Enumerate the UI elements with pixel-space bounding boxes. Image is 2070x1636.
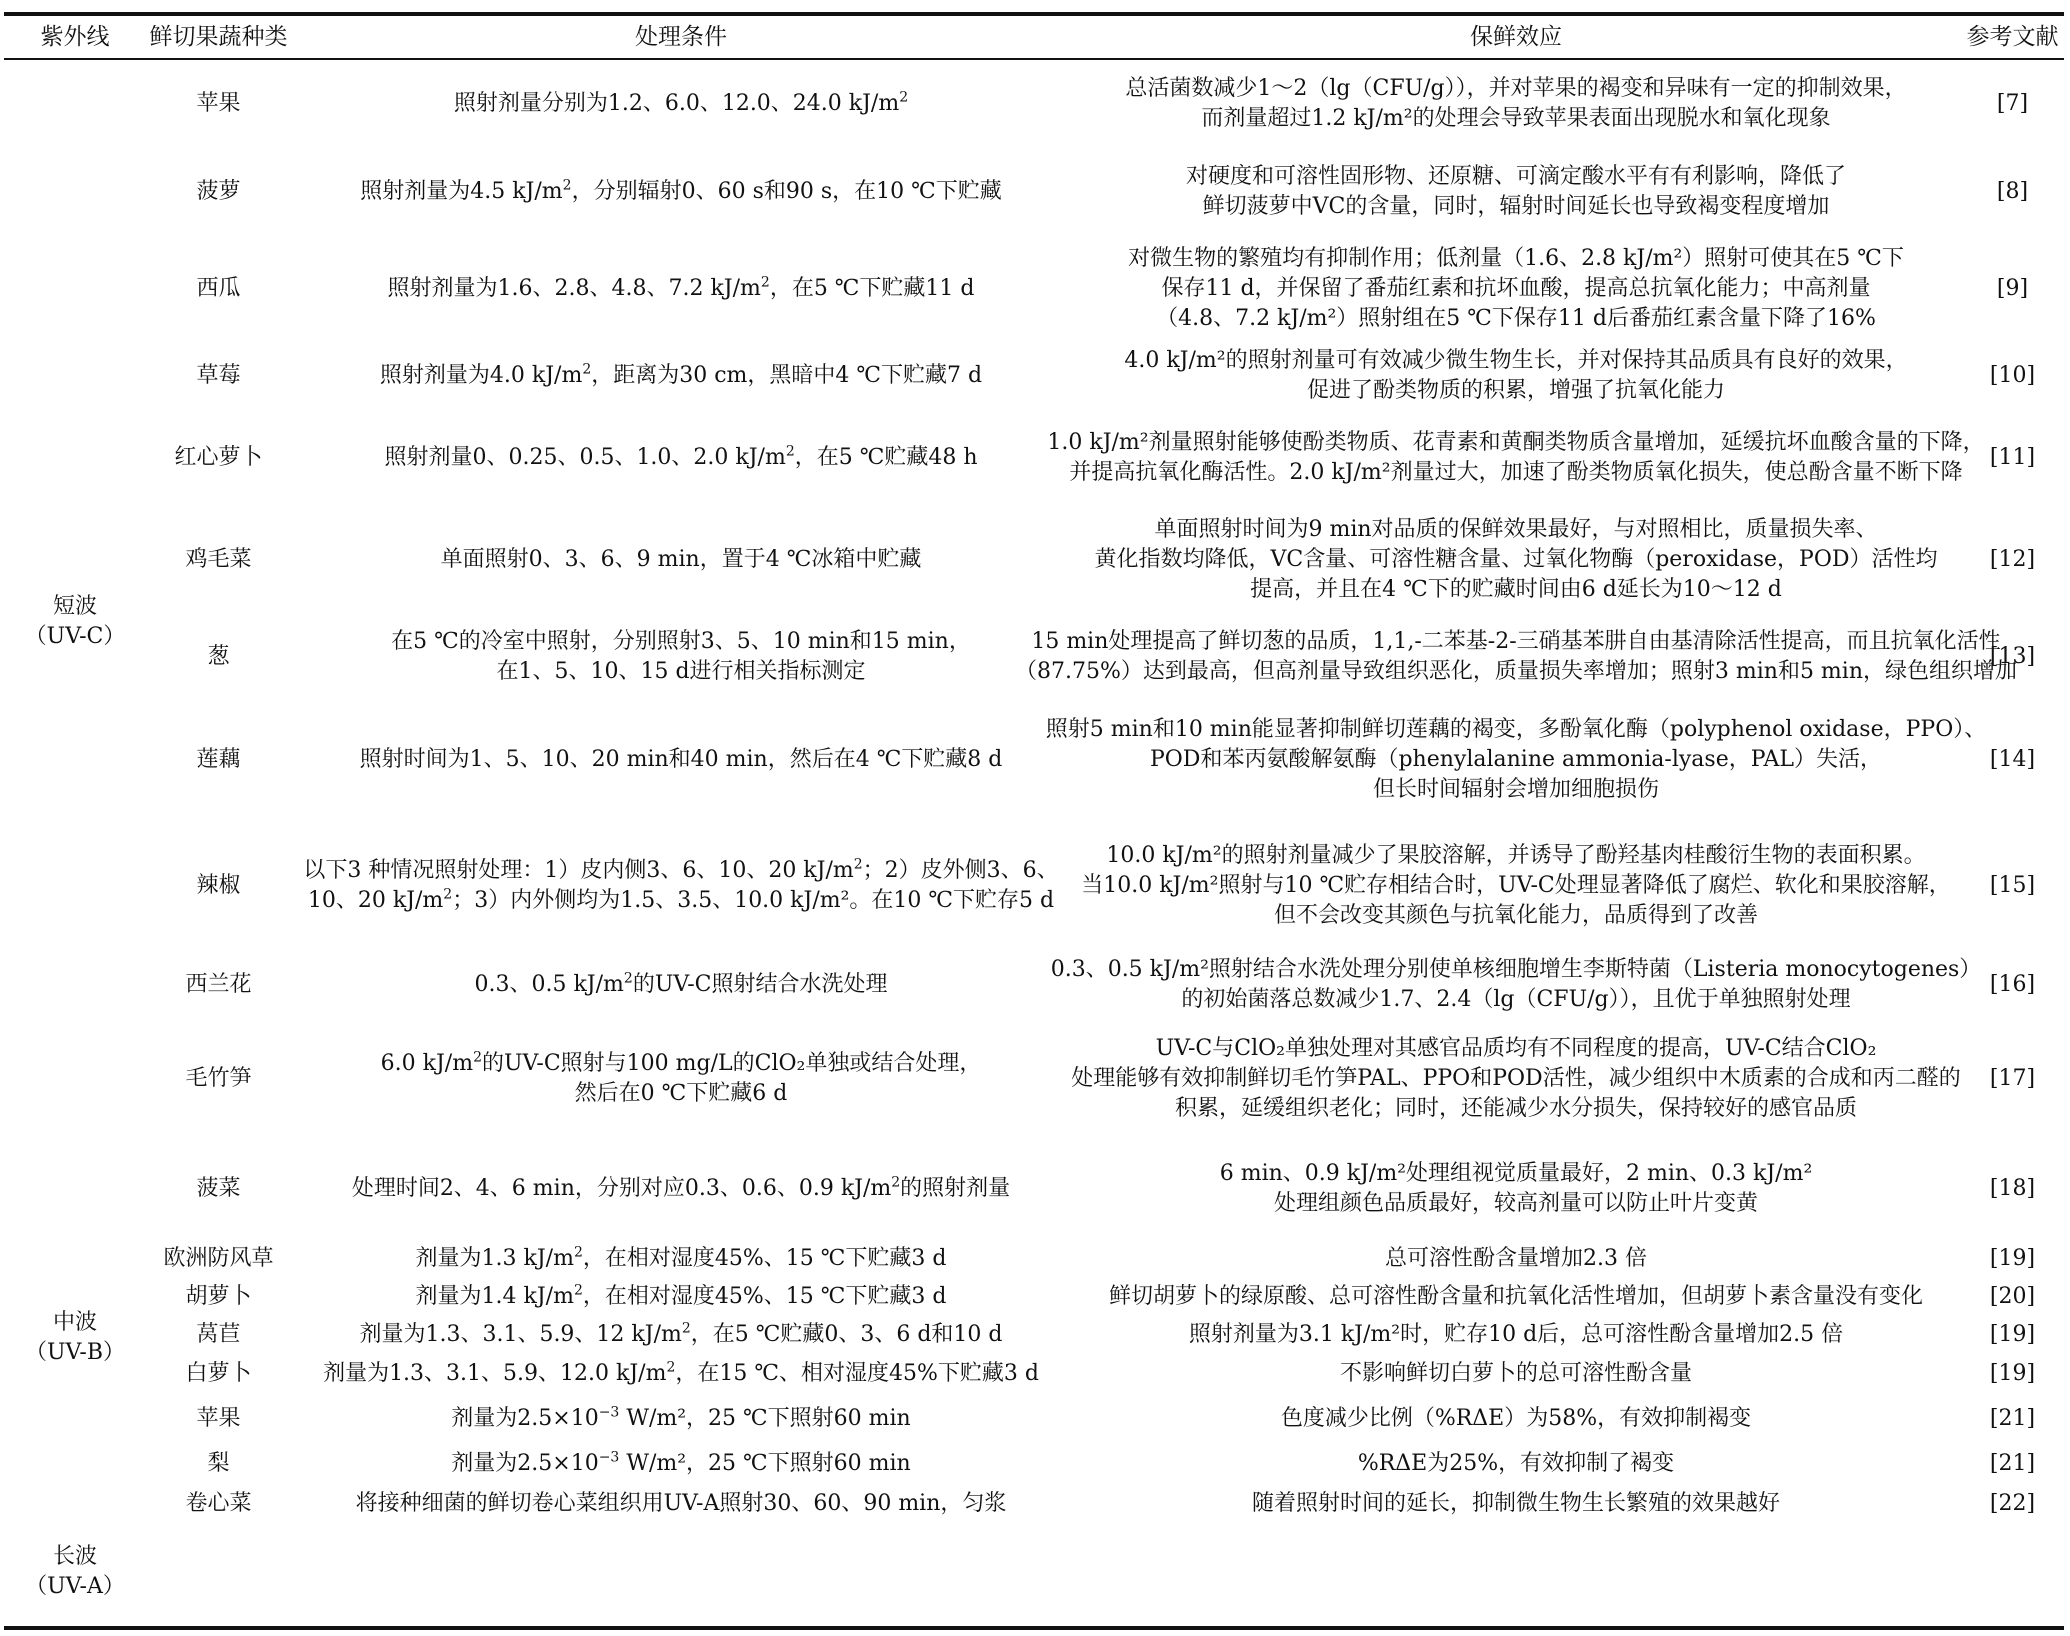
condition-line: 以下3 种情况照射处理：1）皮内侧3、6、10、20 $kJ/m^2$；2）皮外侧3、6、	[303, 856, 1059, 883]
vegetable-cell: 葱	[207, 644, 230, 669]
group-code: （UV-C）	[24, 624, 126, 649]
effect-line: 单面照射时间为9 min对品质的保鲜效果最好，与对照相比，质量损失率、	[1154, 517, 1878, 542]
vegetable-cell: 红心萝卜	[174, 444, 263, 470]
condition-line: 剂量为$2.5\times 10^{-3}$ W/m²，25 ℃下照射60 min	[451, 1404, 911, 1431]
group-name: 短波	[52, 594, 97, 619]
effect-cell	[1071, 504, 1961, 616]
condition-line: 单面照射0、3、6、9 min，置于4 ℃冰箱中贮藏	[440, 547, 922, 572]
effect-line: 总可溶性酚含量增加2.3 倍	[1385, 1246, 1647, 1271]
reference-cell: [22]	[1989, 1491, 2036, 1516]
effect-cell	[1047, 411, 1985, 504]
group-name: 中波	[52, 1310, 97, 1335]
effect-line: 6 min、0.9 kJ/m²处理组视觉质量最好，2 min、0.3 kJ/m²	[1219, 1161, 1813, 1186]
vegetable-cell: 莲藕	[196, 747, 241, 772]
vegetable-cell: 苹果	[196, 91, 241, 116]
effect-line: 并提高抗氧化酶活性。2.0 kJ/m²剂量过大，加速了酚类物质氧化损失，使总酚含量不断下降	[1069, 459, 1963, 485]
effect-line: 随着照射时间的延长，抑制微生物生长繁殖的效果越好	[1251, 1491, 1780, 1516]
condition-line: 照射剂量为1.6、2.8、4.8、7.2 $kJ/m^2$，在5 ℃下贮藏11 d	[387, 274, 975, 301]
vegetable-cell: 欧洲防风草	[163, 1246, 274, 1271]
condition-line: 照射剂量0、0.25、0.5、1.0、2.0 $kJ/m^2$，在5 ℃贮藏48 h	[384, 443, 978, 470]
effect-line: 当10.0 kJ/m²照射与10 ℃贮存相结合时，UV-C处理显著降低了腐烂、软化和果胶溶解，	[1081, 873, 1951, 898]
condition-line: 然后在0 ℃下贮藏6 d	[574, 1081, 788, 1106]
condition-line: 在1、5、10、15 d进行相关指标测定	[496, 659, 866, 684]
condition-cell	[291, 341, 1071, 411]
effect-line: 色度减少比例（%RΔE）为58%，有效抑制褐变	[1280, 1406, 1752, 1431]
effect-line: 但长时间辐射会增加细胞损伤	[1372, 777, 1659, 802]
effect-line: 总活菌数减少1～2（lg（CFU/g）），并对苹果的褐变和异味有一定的抑制效果，	[1125, 76, 1907, 101]
effect-line: （4.8、7.2 kJ/m²）照射组在5 ℃下保存11 d后番茄红素含量下降了16%	[1156, 305, 1876, 331]
effect-line: 保存11 d，并保留了番茄红素和抗坏血酸，提高总抗氧化能力；中高剂量	[1161, 275, 1871, 301]
effect-line: 积累，延缓组织老化；同时，还能减少水分损失，保持较好的感官品质	[1174, 1096, 1857, 1121]
condition-line: 剂量为1.3 $kJ/m^2$，在相对湿度45%、15 ℃下贮藏3 d	[415, 1244, 947, 1271]
effect-line: 而剂量超过1.2 kJ/m²的处理会导致苹果表面出现脱水和氧化现象	[1201, 106, 1831, 131]
vegetable-cell: 梨	[207, 1451, 230, 1476]
vegetable-cell: 辣椒	[196, 873, 241, 898]
condition-cell	[291, 950, 1071, 1020]
effect-line: 照射剂量为3.1 kJ/m²时，贮存10 d后，总可溶性酚含量增加2.5 倍	[1188, 1322, 1844, 1347]
group-code: （UV-B）	[24, 1340, 125, 1365]
effect-line: 4.0 kJ/m²的照射剂量可有效减少微生物生长，并对保持其品质具有良好的效果，	[1124, 348, 1908, 373]
condition-cell	[291, 1138, 1071, 1240]
condition-line: 照射剂量为4.0 $kJ/m^2$，距离为30 cm，黑暗中4 ℃下贮藏7 d	[379, 361, 983, 388]
effect-line: 鲜切胡萝卜的绿原酸、总可溶性酚含量和抗氧化活性增加，但胡萝卜素含量没有变化	[1108, 1284, 1923, 1309]
condition-cell	[291, 411, 1071, 504]
condition-line: 处理时间2、4、6 min，分别对应0.3、0.6、0.9 $kJ/m^2$的照射剂量	[351, 1174, 1011, 1201]
vegetable-cell: 西兰花	[185, 972, 252, 997]
condition-line: 照射剂量为4.5 $kJ/m^2$，分别辐射0、60 s和90 s，在10 ℃下贮藏	[360, 177, 1002, 204]
effect-line: 处理能够有效抑制鲜切毛竹笋PAL、PPO和POD活性，减少组织中木质素的合成和丙二醛的	[1071, 1066, 1961, 1091]
vegetable-cell: 毛竹笋	[185, 1066, 252, 1091]
effect-line: POD和苯丙氨酸解氨酶（phenylalanine ammonia-lyase，PAL）失活，	[1149, 747, 1883, 772]
effect-cell	[1071, 60, 1961, 148]
reference-cell: [21]	[1989, 1406, 2036, 1431]
reference-cell: [9]	[1996, 275, 2029, 301]
effect-line: 但不会改变其颜色与抗氧化能力，品质得到了改善	[1273, 903, 1758, 928]
condition-cell	[291, 1316, 1071, 1354]
condition-cell	[291, 1020, 1071, 1138]
reference-cell: [15]	[1989, 873, 2036, 898]
reference-cell: [19]	[1989, 1322, 2036, 1347]
vegetable-cell: 苹果	[196, 1406, 241, 1431]
reference-cell: [11]	[1989, 444, 2036, 470]
condition-cell	[291, 1444, 1071, 1484]
bottom-rule	[4, 1626, 2064, 1630]
group-code: （UV-A）	[25, 1574, 125, 1599]
vegetable-cell: 白萝卜	[185, 1361, 252, 1386]
vegetable-cell: 卷心菜	[185, 1491, 252, 1516]
condition-cell	[291, 236, 1071, 341]
effect-line: 15 min处理提高了鲜切葱的品质，1,1,-二苯基-2-三硝基苯肼自由基清除活性提高，而且抗氧化活性	[1031, 629, 2001, 654]
reference-cell: [7]	[1996, 91, 2029, 116]
condition-cell	[291, 504, 1071, 616]
effect-line: UV-C与ClO₂单独处理对其感官品质均有不同程度的提高，UV-C结合ClO₂	[1155, 1036, 1877, 1061]
condition-cell	[291, 1278, 1071, 1316]
condition-cell	[291, 148, 1071, 236]
group-uvc	[4, 580, 146, 664]
effect-line: 处理组颜色品质最好，较高剂量可以防止叶片变黄	[1273, 1191, 1758, 1216]
header-veg: 鲜切果蔬种类	[149, 24, 288, 50]
vegetable-cell: 草莓	[196, 363, 241, 388]
header-cond: 处理条件	[635, 24, 727, 50]
effect-cell	[1071, 822, 1961, 950]
header-uv: 紫外线	[40, 24, 110, 50]
effect-line: 0.3、0.5 kJ/m²照射结合水洗处理分别使单核细胞增生李斯特菌（Listeria monocytogenes）	[1050, 957, 1982, 982]
condition-line: 照射剂量分别为1.2、6.0、12.0、24.0 $kJ/m^2$	[453, 89, 909, 116]
effect-line: 1.0 kJ/m²剂量照射能够使酚类物质、花青素和黄酮类物质含量增加，延缓抗坏血酸含量的下降，	[1047, 429, 1985, 455]
effect-cell	[1045, 698, 1987, 822]
vegetable-cell: 鸡毛菜	[185, 547, 252, 572]
effect-line: 对硬度和可溶性固形物、还原糖、可滴定酸水平有有利影响，降低了	[1185, 164, 1846, 189]
effect-line: 照射5 min和10 min能显著抑制鲜切莲藕的褐变，多酚氧化酶（polyphenol oxidase，PPO）、	[1045, 717, 1987, 742]
reference-cell: [18]	[1989, 1176, 2036, 1201]
reference-cell: [19]	[1989, 1361, 2036, 1386]
condition-line: 6.0 $kJ/m^2$的UV-C照射与100 mg/L的ClO₂单独或结合处理，	[380, 1049, 982, 1076]
reference-cell: [13]	[1989, 644, 2036, 669]
reference-cell: [8]	[1996, 179, 2029, 204]
effect-line: 黄化指数均降低，VC含量、可溶性糖含量、过氧化物酶（peroxidase，POD）活性均	[1094, 547, 1938, 572]
condition-line: 剂量为1.3、3.1、5.9、12 $kJ/m^2$，在5 ℃贮藏0、3、6 d和10 d	[359, 1320, 1003, 1347]
condition-cell	[291, 60, 1071, 148]
vegetable-cell: 胡萝卜	[185, 1284, 252, 1309]
condition-line: 剂量为1.4 $kJ/m^2$，在相对湿度45%、15 ℃下贮藏3 d	[415, 1282, 947, 1309]
vegetable-cell: 西瓜	[196, 275, 241, 301]
condition-cell	[291, 1394, 1071, 1444]
condition-cell	[291, 698, 1071, 822]
vegetable-cell: 菠菜	[196, 1176, 241, 1201]
condition-line: 10、20 $kJ/m^2$；3）内外侧均为1.5、3.5、10.0 kJ/m²。在10 ℃下贮存5 d	[307, 886, 1055, 913]
condition-cell	[291, 616, 1071, 698]
condition-cell	[291, 1354, 1071, 1394]
condition-line: 将接种细菌的鲜切卷心菜组织用UV-A照射30、60、90 min，匀浆	[355, 1491, 1007, 1516]
effect-cell	[1071, 148, 1961, 236]
reference-cell: [21]	[1989, 1451, 2036, 1476]
condition-line: 照射时间为1、5、10、20 min和40 min，然后在4 ℃下贮藏8 d	[359, 747, 1003, 772]
effect-line: 鲜切菠萝中VC的含量，同时，辐射时间延长也导致褐变程度增加	[1202, 194, 1830, 219]
effect-cell	[1071, 236, 1961, 341]
effect-line: 的初始菌落总数减少1.7、2.4（lg（CFU/g）），且优于单独照射处理	[1181, 987, 1851, 1012]
effect-cell	[1071, 1316, 1961, 1354]
effect-line: （87.75%）达到最高，但高剂量导致组织恶化，质量损失率增加；照射3 min和5 min，绿色组织增加	[1015, 659, 2018, 684]
group-uva	[4, 1530, 146, 1614]
effect-cell	[1071, 1138, 1961, 1240]
effect-line: 10.0 kJ/m²的照射剂量减少了果胶溶解，并诱导了酚羟基肉桂酸衍生物的表面积累。	[1106, 843, 1926, 868]
reference-cell: [19]	[1989, 1246, 2036, 1271]
header-ref: 参考文献	[1966, 24, 2059, 50]
vegetable-cell: 菠萝	[196, 179, 241, 204]
condition-line: 0.3、0.5 $kJ/m^2$的UV-C照射结合水洗处理	[474, 970, 888, 997]
reference-cell: [17]	[1989, 1066, 2036, 1091]
top-rule	[4, 12, 2064, 16]
effect-cell	[1071, 1278, 1961, 1316]
condition-cell	[291, 1240, 1071, 1278]
effect-cell	[1050, 950, 1982, 1020]
condition-line: 在5 ℃的冷室中照射，分别照射3、5、10 min和15 min，	[391, 629, 971, 654]
effect-cell	[1071, 1484, 1961, 1524]
condition-line: 剂量为1.3、3.1、5.9、12.0 $kJ/m^2$，在15 ℃、相对湿度45%下贮藏3 d	[323, 1359, 1039, 1386]
condition-cell	[291, 1484, 1071, 1524]
vegetable-cell: 莴苣	[196, 1322, 241, 1347]
condition-cell	[291, 822, 1071, 950]
effect-cell	[1071, 1354, 1961, 1394]
effect-cell	[1071, 1240, 1961, 1278]
effect-cell	[1071, 1444, 1961, 1484]
effect-line: %RΔE为25%，有效抑制了褐变	[1357, 1451, 1675, 1476]
effect-cell	[1071, 341, 1961, 411]
effect-cell	[1071, 1394, 1961, 1444]
effect-line: 提高，并且在4 ℃下的贮藏时间由6 d延长为10～12 d	[1250, 577, 1782, 602]
reference-cell: [12]	[1989, 547, 2036, 572]
reference-cell: [10]	[1989, 363, 2036, 388]
reference-cell: [16]	[1989, 972, 2036, 997]
header-eff: 保鲜效应	[1470, 24, 1562, 50]
group-uvb	[4, 1296, 146, 1380]
reference-cell: [14]	[1989, 747, 2036, 772]
reference-cell: [20]	[1989, 1284, 2036, 1309]
effect-line: 对微生物的繁殖均有抑制作用；低剂量（1.6、2.8 kJ/m²）照射可使其在5 ℃下	[1128, 245, 1904, 271]
condition-line: 剂量为$2.5\times 10^{-3}$ W/m²，25 ℃下照射60 min	[451, 1449, 911, 1476]
group-name: 长波	[52, 1544, 97, 1569]
effect-line: 促进了酚类物质的积累，增强了抗氧化能力	[1306, 378, 1725, 403]
effect-cell	[1071, 1020, 1961, 1138]
effect-line: 不影响鲜切白萝卜的总可溶性酚含量	[1339, 1361, 1692, 1386]
